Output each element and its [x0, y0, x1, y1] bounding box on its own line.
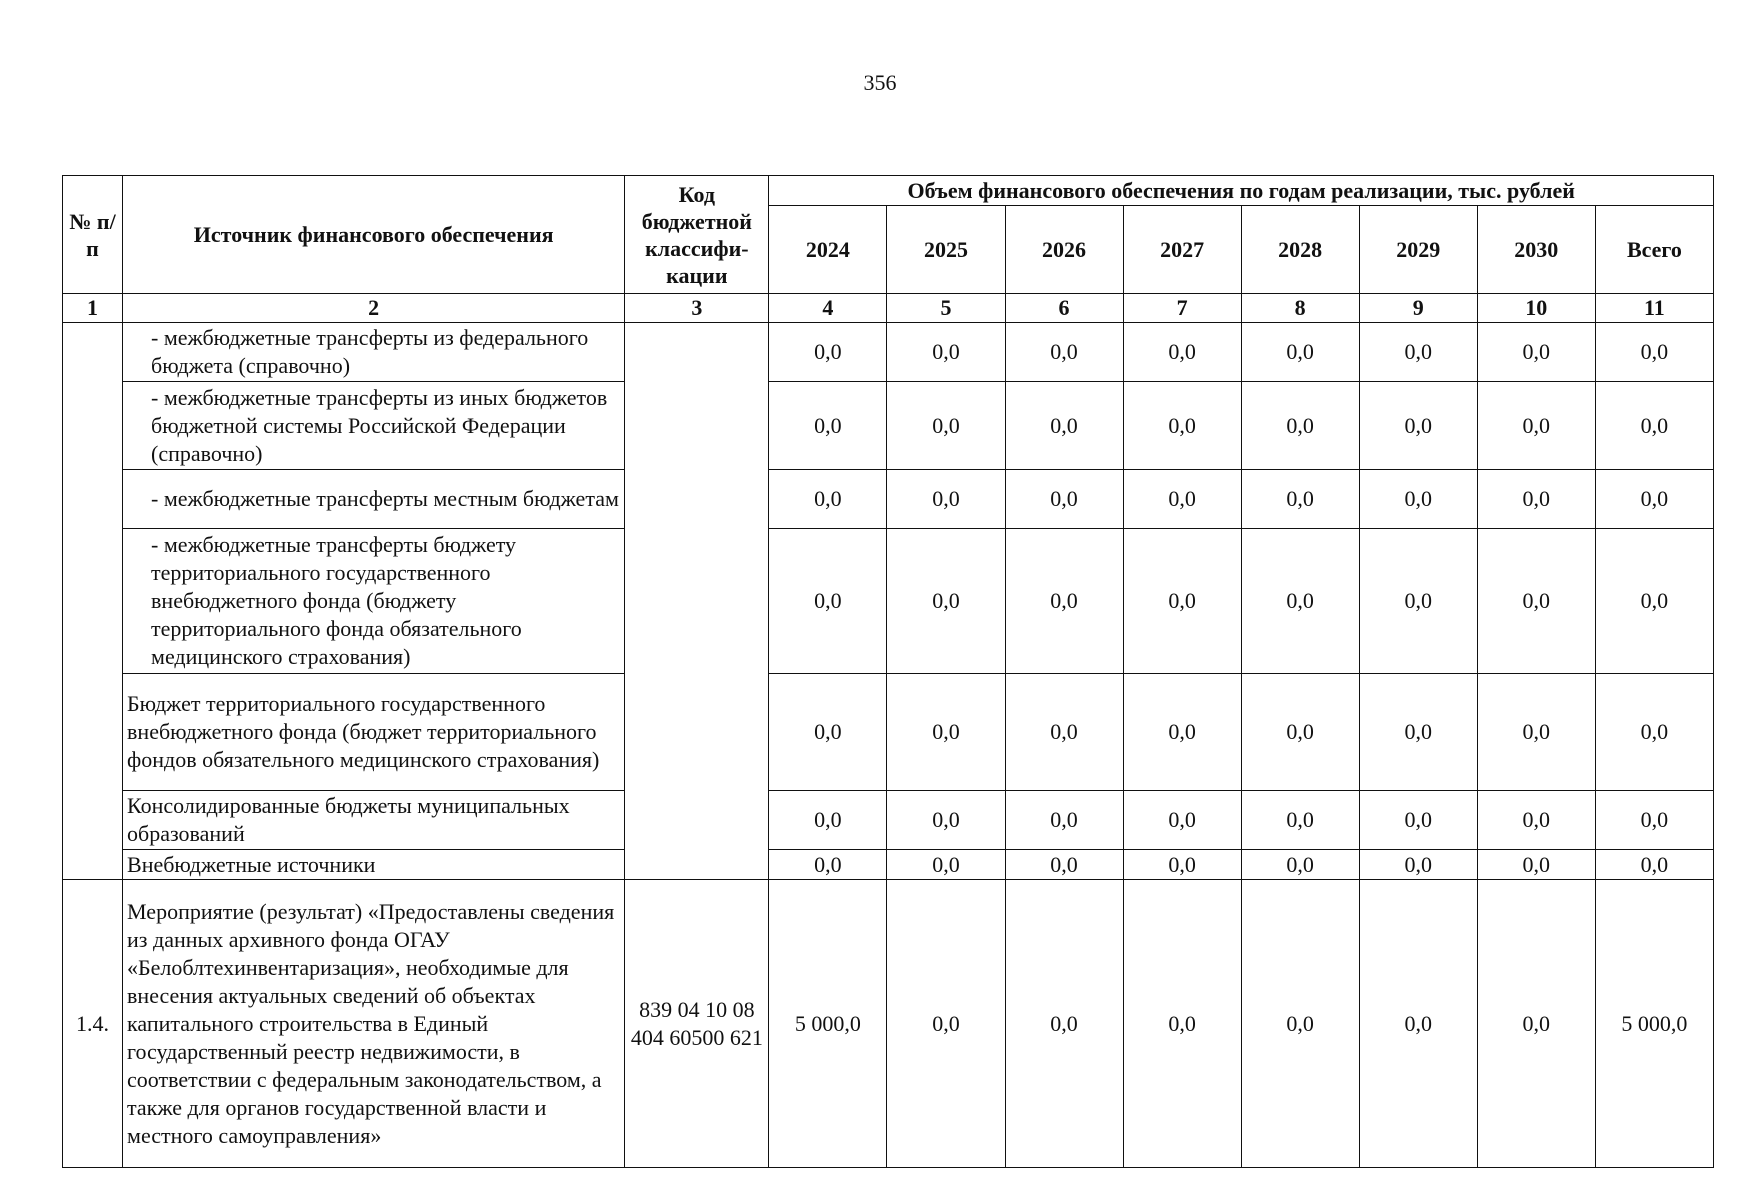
table-row — [63, 850, 1714, 880]
value-cell: 0,0 — [1359, 674, 1477, 791]
total-cell: 0,0 — [1595, 382, 1713, 470]
value-cell: 0,0 — [887, 674, 1005, 791]
value-cell: 0,0 — [1359, 382, 1477, 470]
header-total: Всего — [1595, 206, 1713, 294]
value-cell: 0,0 — [887, 382, 1005, 470]
table-row — [63, 323, 1714, 382]
header-year: 2027 — [1123, 206, 1241, 294]
value-cell: 0,0 — [887, 323, 1005, 382]
item-kbk-code: 839 04 10 08 404 60500 621 — [625, 880, 769, 1168]
value-cell: 0,0 — [1123, 674, 1241, 791]
value-cell: 0,0 — [887, 470, 1005, 529]
value-cell: 0,0 — [1477, 791, 1595, 850]
value-cell: 0,0 — [1241, 470, 1359, 529]
value-cell: 0,0 — [769, 470, 887, 529]
source-cell: - межбюджетные трансферты из федерального бюджета (справочно) — [123, 323, 625, 382]
value-cell: 0,0 — [1477, 850, 1595, 880]
value-cell: 0,0 — [1005, 382, 1123, 470]
value-cell: 0,0 — [1359, 529, 1477, 674]
total-cell: 0,0 — [1595, 323, 1713, 382]
total-cell: 0,0 — [1595, 850, 1713, 880]
source-cell: Внебюджетные источники — [123, 850, 625, 880]
value-cell: 5 000,0 — [769, 880, 887, 1168]
value-cell: 0,0 — [1123, 382, 1241, 470]
value-cell: 0,0 — [1241, 880, 1359, 1168]
value-cell: 0,0 — [1241, 323, 1359, 382]
value-cell: 0,0 — [1005, 323, 1123, 382]
header-no: № п/п — [63, 176, 123, 294]
table-row — [63, 674, 1714, 791]
item-source-cell: Мероприятие (результат) «Предоставлены сведения из данных архивного фонда ОГАУ «Белоблтехинвентаризация», необходимые для внесения актуальных сведений об объектах капитального строительства в Единый государственный реестр недвижимости, в соответствии с федеральным законодательством, а также для органов государственной власти и местного самоуправления» — [123, 880, 625, 1168]
value-cell: 0,0 — [1123, 791, 1241, 850]
value-cell: 0,0 — [1241, 791, 1359, 850]
value-cell: 0,0 — [1005, 470, 1123, 529]
empty-no-cell — [63, 323, 123, 880]
source-cell: Бюджет территориального государственного внебюджетного фонда (бюджет территориального фондов обязательного медицинского страхования) — [123, 674, 625, 791]
value-cell: 0,0 — [1005, 880, 1123, 1168]
value-cell: 0,0 — [1123, 880, 1241, 1168]
item-number: 1.4. — [63, 880, 123, 1168]
source-cell: - межбюджетные трансферты из иных бюджетов бюджетной системы Российской Федерации (справочно) — [123, 382, 625, 470]
value-cell: 0,0 — [887, 880, 1005, 1168]
value-cell: 0,0 — [1123, 323, 1241, 382]
header-year: 2024 — [769, 206, 887, 294]
column-number: 5 — [887, 294, 1005, 323]
column-number: 9 — [1359, 294, 1477, 323]
total-cell: 0,0 — [1595, 529, 1713, 674]
column-number: 4 — [769, 294, 887, 323]
value-cell: 0,0 — [769, 674, 887, 791]
table-row — [63, 791, 1714, 850]
value-cell: 0,0 — [769, 791, 887, 850]
table-row — [63, 382, 1714, 470]
value-cell: 0,0 — [1123, 850, 1241, 880]
value-cell: 0,0 — [1477, 382, 1595, 470]
column-number: 7 — [1123, 294, 1241, 323]
table-row — [63, 529, 1714, 674]
header-year: 2025 — [887, 206, 1005, 294]
value-cell: 0,0 — [769, 850, 887, 880]
total-cell: 5 000,0 — [1595, 880, 1713, 1168]
item-row — [63, 880, 1714, 1168]
source-cell: - межбюджетные трансферты бюджету территориального государственного внебюджетного фонда (бюджету территориального фонда обязательного медицинского страхования) — [123, 529, 625, 674]
total-cell: 0,0 — [1595, 791, 1713, 850]
value-cell: 0,0 — [887, 850, 1005, 880]
value-cell: 0,0 — [1241, 850, 1359, 880]
page-number: 356 — [863, 70, 897, 95]
column-number: 1 — [63, 294, 123, 323]
value-cell: 0,0 — [1005, 674, 1123, 791]
source-cell: - межбюджетные трансферты местным бюджетам — [123, 470, 625, 529]
column-numbers-row — [63, 294, 1714, 323]
column-number: 2 — [123, 294, 625, 323]
value-cell: 0,0 — [1359, 470, 1477, 529]
value-cell: 0,0 — [1477, 470, 1595, 529]
value-cell: 0,0 — [1477, 880, 1595, 1168]
value-cell: 0,0 — [1359, 323, 1477, 382]
value-cell: 0,0 — [1359, 880, 1477, 1168]
column-number: 3 — [625, 294, 769, 323]
header-year: 2029 — [1359, 206, 1477, 294]
value-cell: 0,0 — [1241, 382, 1359, 470]
total-cell: 0,0 — [1595, 470, 1713, 529]
value-cell: 0,0 — [887, 529, 1005, 674]
value-cell: 0,0 — [1359, 791, 1477, 850]
financing-table — [62, 175, 1714, 1168]
column-number: 10 — [1477, 294, 1595, 323]
column-number: 6 — [1005, 294, 1123, 323]
value-cell: 0,0 — [1005, 529, 1123, 674]
value-cell: 0,0 — [1477, 323, 1595, 382]
value-cell: 0,0 — [1477, 674, 1595, 791]
value-cell: 0,0 — [769, 382, 887, 470]
total-cell: 0,0 — [1595, 674, 1713, 791]
header-year: 2028 — [1241, 206, 1359, 294]
empty-kbk-cell — [625, 323, 769, 880]
value-cell: 0,0 — [1123, 470, 1241, 529]
value-cell: 0,0 — [769, 323, 887, 382]
header-year: 2026 — [1005, 206, 1123, 294]
column-number: 8 — [1241, 294, 1359, 323]
value-cell: 0,0 — [1241, 529, 1359, 674]
value-cell: 0,0 — [1241, 674, 1359, 791]
value-cell: 0,0 — [887, 791, 1005, 850]
value-cell: 0,0 — [769, 529, 887, 674]
value-cell: 0,0 — [1005, 850, 1123, 880]
value-cell: 0,0 — [1477, 529, 1595, 674]
table-row — [63, 470, 1714, 529]
value-cell: 0,0 — [1005, 791, 1123, 850]
header-kbk: Код бюджетной классифи-кации — [625, 176, 769, 294]
value-cell: 0,0 — [1123, 529, 1241, 674]
column-number: 11 — [1595, 294, 1713, 323]
header-volume: Объем финансового обеспечения по годам реализации, тыс. рублей — [769, 176, 1714, 206]
source-cell: Консолидированные бюджеты муниципальных образований — [123, 791, 625, 850]
header-year: 2030 — [1477, 206, 1595, 294]
header-source: Источник финансового обеспечения — [123, 176, 625, 294]
value-cell: 0,0 — [1359, 850, 1477, 880]
